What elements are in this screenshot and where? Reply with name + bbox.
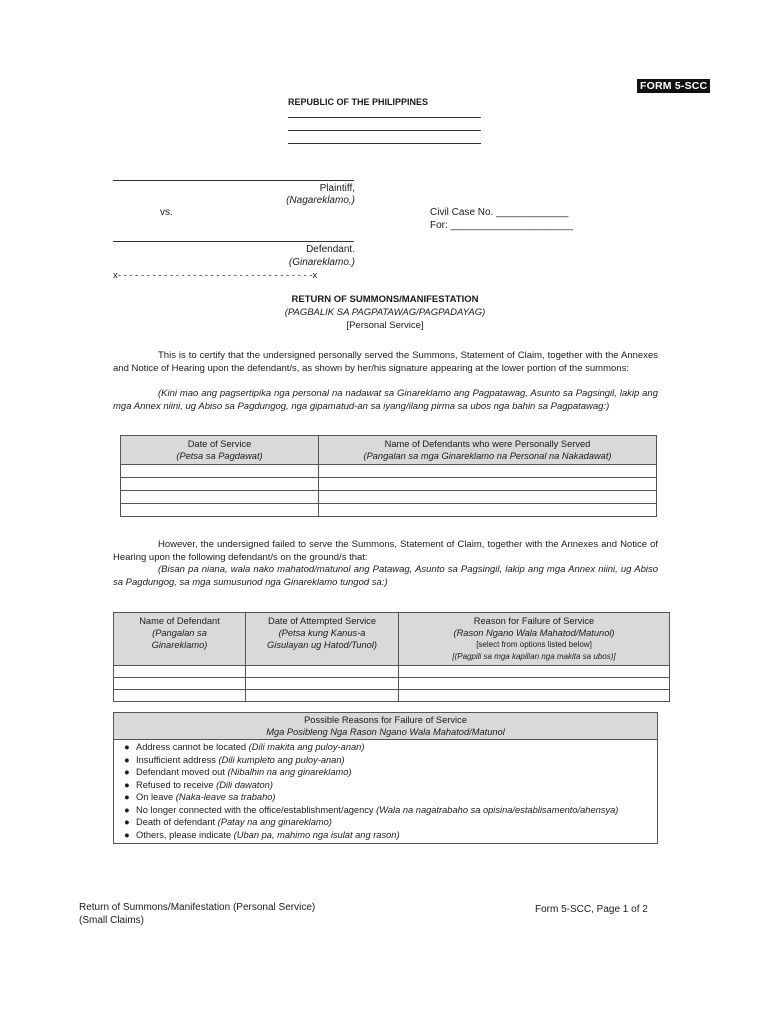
failure-reason-header: Reason for Failure of Service (Rason Ngano Wala Mahatod/Matunol) [select from options listed below] [(Pagpili sa mga kapilian nga makita sa ubos)] xyxy=(399,613,670,666)
table-row xyxy=(121,504,657,517)
failure-text-tl: (Bisan pa niana, wala nako mahatod/matunol ang Patawag, Asunto sa Pagsingil, lakip ang mga Annex niini, ug Abiso sa Pagdungog, sa mga sumusunod nga Ginareklamo tungod sa:) xyxy=(113,564,658,588)
bullet-icon: ● xyxy=(124,742,130,752)
served-defendants-table xyxy=(120,435,657,517)
list-item: ● Insufficient address (Dili kumpleto ang puloy-anan) xyxy=(124,754,345,765)
list-item: ● Defendant moved out (Nibalhin na ang ginareklamo) xyxy=(124,767,352,777)
served-names-header: Name of Defendants who were Personally Served (Pangalan sa mga Ginareklamo na Personal na Nakadawat) xyxy=(319,436,657,465)
service-type: [Personal Service] xyxy=(346,320,424,331)
name-cell[interactable] xyxy=(319,491,657,504)
reason-cell[interactable] xyxy=(399,678,670,690)
list-item: ● Others, please indicate (Uban pa, mahimo nga isulat ang rason) xyxy=(124,829,400,840)
name-cell[interactable] xyxy=(319,504,657,517)
defendant-name-header: Name of Defendant (Pangalan sa Ginareklamo) xyxy=(114,613,246,666)
possible-reasons-box xyxy=(113,712,658,844)
table-row xyxy=(114,690,670,702)
date-cell[interactable] xyxy=(121,504,319,517)
date-cell[interactable] xyxy=(121,465,319,478)
failure-paragraph-tl xyxy=(113,564,658,589)
list-item: ● No longer connected with the office/establishment/agency (Wala na nagatrabaho sa opisina/establisamento/ahensya) xyxy=(124,804,619,815)
date-cell[interactable] xyxy=(246,678,399,690)
date-cell[interactable] xyxy=(246,666,399,678)
date-cell[interactable] xyxy=(121,478,319,491)
bullet-icon: ● xyxy=(124,779,130,790)
bullet-icon: ● xyxy=(124,792,130,802)
list-item: ● Address cannot be located (Dili makita ang puloy-anan) xyxy=(124,742,365,752)
certification-text-tl: (Kini mao ang pagsertipika nga personal na nadawat sa Ginareklamo ang Pagpatawag, Asunto sa Pagsingil, lakip ang mga Annex niini, ug Abiso sa Pagdungog, nga gipamatud-an sa iyang/ilang pirma sa ubos nga bahin sa Pagpatawag:) xyxy=(113,388,658,412)
date-of-service-header: Date of Service (Petsa sa Pagdawat) xyxy=(121,436,319,465)
certification-paragraph-tl xyxy=(113,388,658,413)
bullet-icon: ● xyxy=(124,817,130,827)
list-item: ● Death of defendant (Patay na ang ginareklamo) xyxy=(124,817,332,827)
table-row xyxy=(121,478,657,491)
certification-text: This is to certify that the undersigned personally served the Summons, Statement of Claim, together with the Annexes and Notice of Hearing upon the defendant/s, as shown by her/his signature appearing at the lower portion of the summons: xyxy=(113,350,658,374)
court-line-1 xyxy=(288,117,481,118)
list-item: ● On leave (Naka-leave sa trabaho) xyxy=(124,792,276,802)
republic-heading: REPUBLIC OF THE PHILIPPINES xyxy=(288,97,429,107)
reasons-list xyxy=(114,740,657,843)
table-row xyxy=(121,465,657,478)
attempted-date-header: Date of Attempted Service (Petsa kung Kanus-a Gisulayan ug Hatod/Tunol) xyxy=(246,613,399,666)
failure-text: However, the undersigned failed to serve the Summons, Statement of Claim, together with the Annexes and Notice of Hearing upon the following defendant/s on the ground/s that: xyxy=(113,539,658,563)
bullet-icon: ● xyxy=(124,829,130,840)
form-code-badge: FORM 5-SCC xyxy=(637,79,710,93)
for-field: For: ______________________ xyxy=(430,220,573,231)
name-cell[interactable] xyxy=(114,690,246,702)
footer-line-1: Return of Summons/Manifestation (Personal Service) xyxy=(79,902,316,913)
form-title-tl: (PAGBALIK SA PAGPATAWAG/PAGPADAYAG) xyxy=(284,307,486,318)
form-title: RETURN OF SUMMONS/MANIFESTATION xyxy=(291,294,479,305)
versus-label: vs. xyxy=(160,207,173,218)
possible-reasons-header: Possible Reasons for Failure of Service Mga Posibleng Nga Rason Ngano Wala Mahatod/Matunol xyxy=(114,713,657,740)
defendant-name-line xyxy=(113,241,354,242)
list-item: ● Refused to receive (Dili dawaton) xyxy=(124,779,273,790)
bullet-icon: ● xyxy=(124,804,130,815)
court-line-3 xyxy=(288,143,481,144)
date-cell[interactable] xyxy=(121,491,319,504)
footer-line-2: (Small Claims) xyxy=(79,915,144,926)
table-row xyxy=(114,678,670,690)
date-cell[interactable] xyxy=(246,690,399,702)
reason-cell[interactable] xyxy=(399,690,670,702)
civil-case-no-field: Civil Case No. _____________ xyxy=(430,207,569,218)
failure-paragraph xyxy=(113,539,658,564)
defendant-label-tl: (Ginareklamo.) xyxy=(288,257,355,268)
caption-separator: x- - - - - - - - - - - - - - - - - - - - - - - - - - - - - - - - - -x xyxy=(113,270,318,281)
footer-form-name xyxy=(79,901,315,927)
certification-paragraph xyxy=(113,350,658,375)
name-cell[interactable] xyxy=(114,666,246,678)
defendant-label: Defendant. xyxy=(306,244,355,255)
name-cell[interactable] xyxy=(114,678,246,690)
bullet-icon: ● xyxy=(124,767,130,777)
footer-page-number: Form 5-SCC, Page 1 of 2 xyxy=(535,904,648,915)
name-cell[interactable] xyxy=(319,465,657,478)
failed-service-table xyxy=(113,612,670,702)
bullet-icon: ● xyxy=(124,754,130,765)
court-line-2 xyxy=(288,130,481,131)
plaintiff-label-tl: (Nagareklamo,) xyxy=(286,195,355,206)
plaintiff-label: Plaintiff, xyxy=(319,183,355,194)
plaintiff-name-line xyxy=(113,180,354,181)
table-row xyxy=(114,666,670,678)
table-row xyxy=(121,491,657,504)
reason-cell[interactable] xyxy=(399,666,670,678)
name-cell[interactable] xyxy=(319,478,657,491)
